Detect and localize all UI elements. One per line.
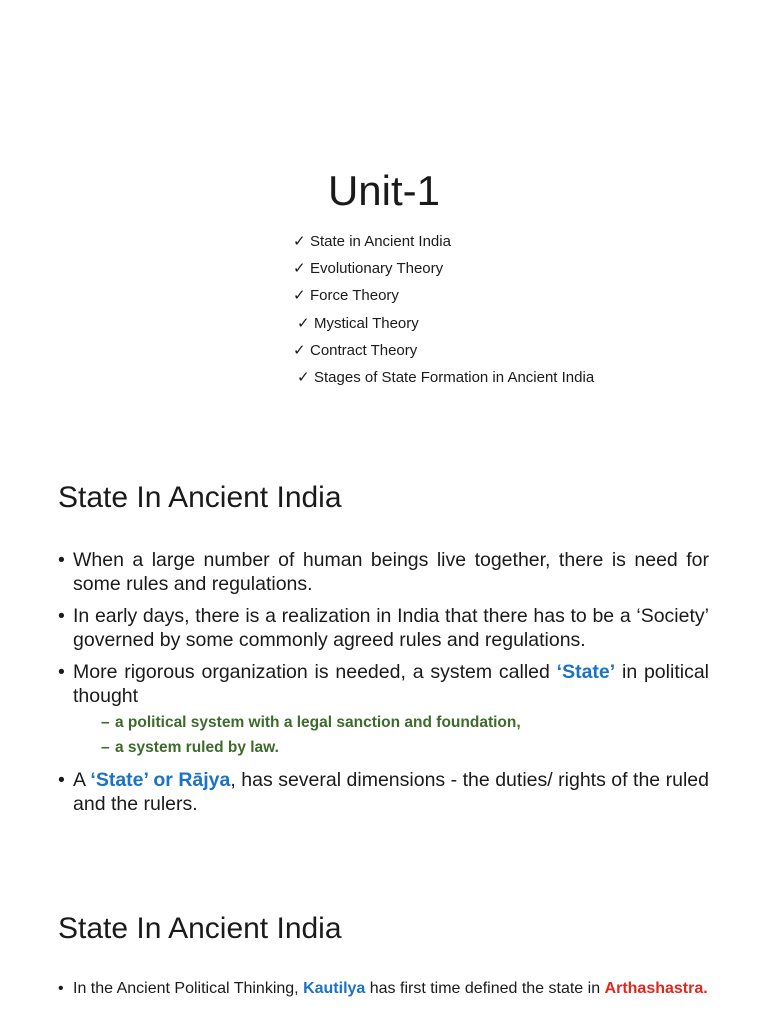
check-icon: ✓	[293, 341, 306, 359]
unit-title: Unit-1	[327, 167, 441, 214]
bullet-icon: •	[58, 769, 65, 791]
sub-bullet-list	[73, 710, 709, 760]
highlight-arthashastra: Arthashastra.	[604, 980, 708, 997]
topic-item: ✓ Force Theory	[293, 284, 594, 311]
slide-title: State In Ancient India	[58, 481, 342, 514]
bullet-list	[58, 979, 709, 1007]
sub-bullet-item: – a system ruled by law.	[87, 735, 709, 760]
slide-unit-1	[0, 0, 768, 440]
bullet-icon: •	[58, 980, 64, 997]
sub-bullet-item: – a political system with a legal sanction and foundation,	[87, 710, 709, 735]
dash-icon: –	[101, 714, 110, 731]
topic-item: ✓ Contract Theory	[293, 339, 594, 366]
topic-checklist	[293, 230, 594, 393]
highlight-state: ‘State’	[556, 661, 616, 683]
check-icon: ✓	[293, 260, 306, 278]
topic-item: ✓ Evolutionary Theory	[293, 257, 594, 284]
bullet-icon: •	[58, 661, 65, 683]
topic-item: ✓ Mystical Theory	[293, 312, 594, 339]
topic-item: ✓ State in Ancient India	[293, 230, 594, 257]
bullet-item: • A ‘State’ or Rājya, has several dimensions - the duties/ rights of the ruled and the rulers.	[58, 769, 709, 815]
dash-icon: –	[101, 739, 110, 756]
bullet-item: • When a large number of human beings live together, there is need for some rules and regulations.	[58, 549, 709, 595]
bullet-item: • More rigorous organization is needed, a system called ‘State’ in political thought – a political system with a legal sanction and foundation, – a system ruled by law.	[58, 660, 709, 760]
slide-title: State In Ancient India	[58, 912, 342, 945]
bullet-item: • In the Ancient Political Thinking, Kautilya has first time defined the state in Arthashastra.	[58, 980, 708, 997]
topic-item: ✓ Stages of State Formation in Ancient India	[293, 366, 594, 393]
check-icon: ✓	[297, 314, 310, 332]
bullet-icon: •	[58, 605, 65, 627]
highlight-state-rajya: ‘State’ or Rājya	[90, 769, 231, 791]
check-icon: ✓	[293, 233, 306, 250]
check-icon: ✓	[297, 368, 310, 386]
highlight-kautilya: Kautilya	[303, 980, 366, 997]
check-icon: ✓	[293, 287, 306, 305]
slide-state-in-ancient-india	[0, 440, 768, 875]
slide-state-in-ancient-india-2	[0, 875, 768, 1024]
bullet-item: • In early days, there is a realization in India that there has to be a ‘Society’ governed by some commonly agreed rules and regulations.	[58, 605, 709, 651]
bullet-icon: •	[58, 549, 65, 571]
bullet-list	[58, 548, 709, 824]
